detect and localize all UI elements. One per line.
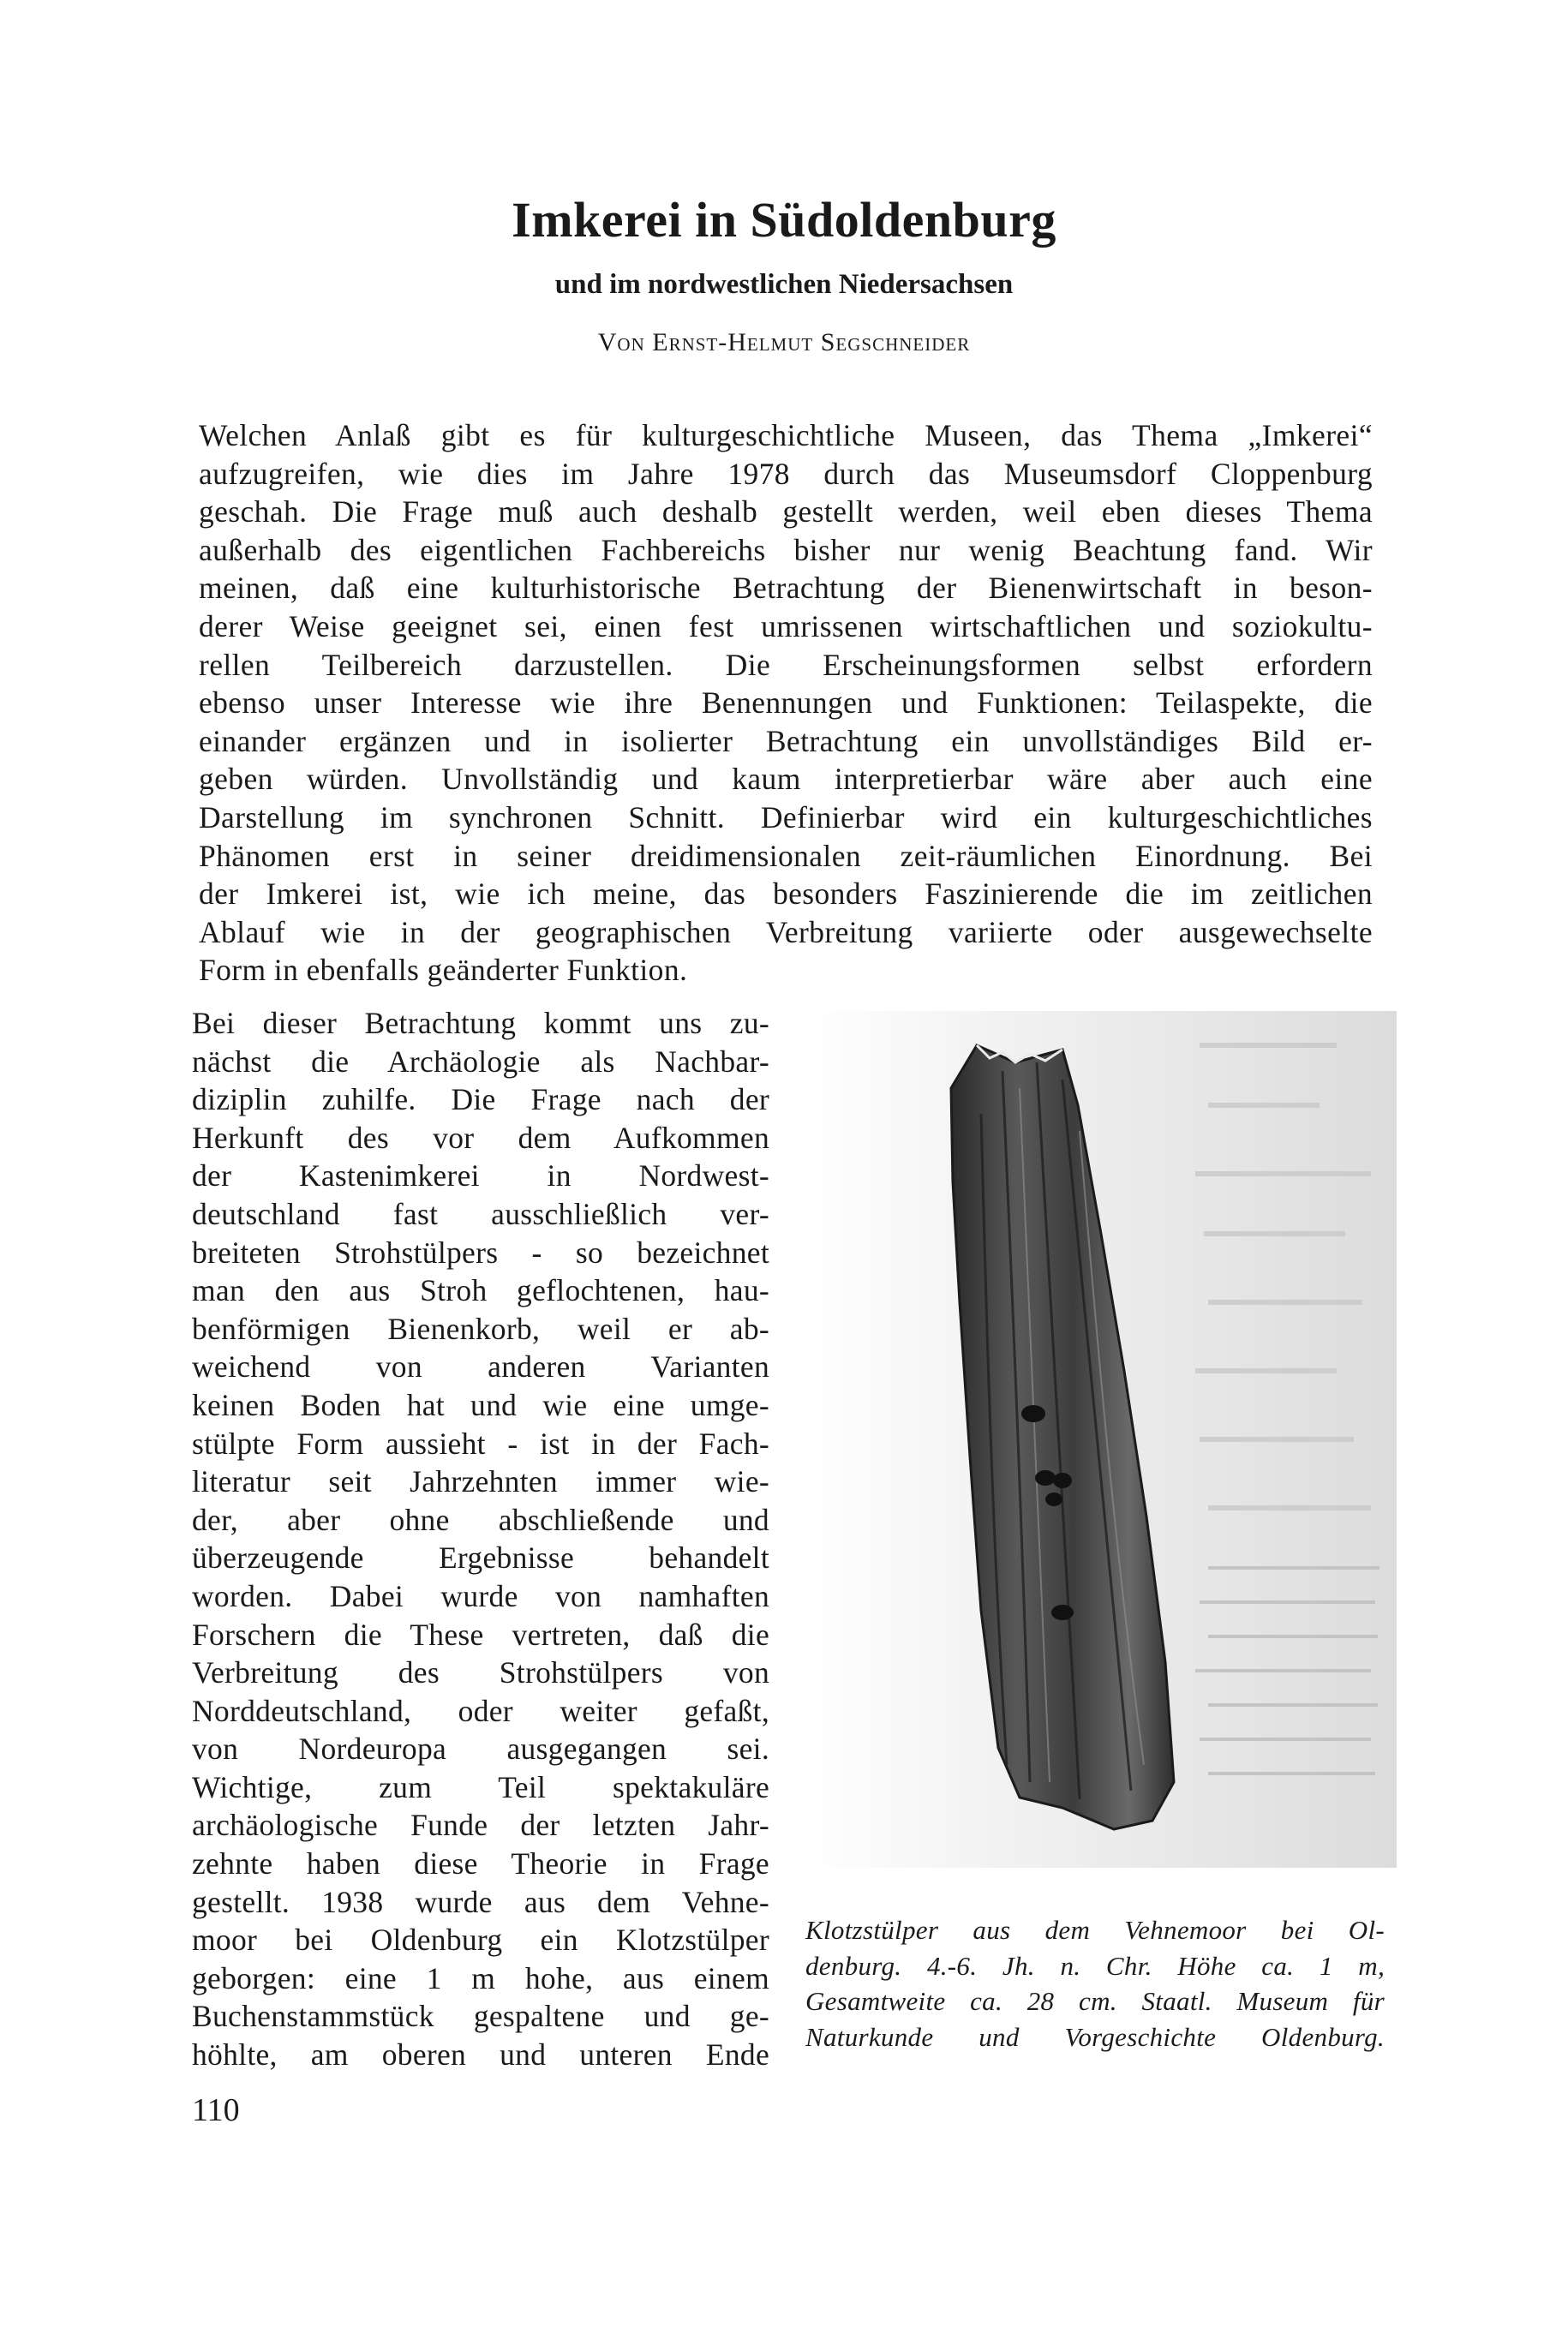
text-line: Darstellung im synchronen Schnitt. Definierbar wird ein kulturgeschichtliches <box>199 799 1373 834</box>
body-column-text <box>192 1004 769 2074</box>
text-line: stülpte Form aussieht - ist in der Fach- <box>192 1426 769 1461</box>
text-line: rellen Teilbereich darzustellen. Die Erscheinungsformen selbst erfordern <box>199 647 1373 682</box>
text-line: Forschern die These vertreten, daß die <box>192 1617 769 1652</box>
text-line: zehnte haben diese Theorie in Frage <box>192 1846 769 1881</box>
text-line: der, aber ohne abschließende und <box>192 1502 769 1537</box>
figure-klotzstuelper-photo <box>805 1011 1397 1868</box>
text-line: man den aus Stroh geflochtenen, hau- <box>192 1273 769 1308</box>
text-line: Form in ebenfalls geänderter Funktion. <box>199 953 688 988</box>
text-line: literatur seit Jahrzehnten immer wie- <box>192 1464 769 1499</box>
text-line: archäologische Funde der letzten Jahr- <box>192 1808 769 1843</box>
text-line: moor bei Oldenburg ein Klotzstülper <box>192 1923 769 1958</box>
text-line: einander ergänzen und in isolierter Betrachtung ein unvollständiges Bild er- <box>199 723 1373 758</box>
text-line: der Imkerei ist, wie ich meine, das besonders Faszinierende die im zeitlichen <box>199 876 1373 912</box>
text-line: von Nordeuropa ausgegangen sei. <box>192 1732 769 1767</box>
text-line: der Kastenimkerei in Nordwest- <box>192 1158 769 1193</box>
text-line: Bei dieser Betrachtung kommt uns zu- <box>192 1006 769 1040</box>
text-line: geschah. Die Frage muß auch deshalb gestellt werden, weil eben dieses Thema <box>199 494 1373 529</box>
text-line: geborgen: eine 1 m hohe, aus einem <box>192 1960 769 1995</box>
caption-line: Klotzstülper aus dem Vehnemoor bei Ol- <box>805 1915 1385 1945</box>
text-line: aufzugreifen, wie dies im Jahre 1978 durch das Museumsdorf Cloppenburg <box>199 456 1373 491</box>
text-line: meinen, daß eine kulturhistorische Betrachtung der Bienenwirtschaft in beson- <box>199 571 1373 606</box>
text-line: worden. Dabei wurde von namhaften <box>192 1578 769 1613</box>
text-line: Welchen Anlaß gibt es für kulturgeschichtliche Museen, das Thema „Imkerei“ <box>199 418 1373 452</box>
text-line: benförmigen Bienenkorb, weil er ab- <box>192 1311 769 1346</box>
text-line: Wichtige, zum Teil spektakuläre <box>192 1769 769 1804</box>
text-line: diziplin zuhilfe. Die Frage nach der <box>192 1082 769 1117</box>
figure-caption <box>805 1912 1385 2055</box>
text-line: deutschland fast ausschließlich ver- <box>192 1196 769 1231</box>
caption-line: Naturkunde und Vorgeschichte Oldenburg. <box>805 2021 1385 2052</box>
text-line: breiteten Strohstülpers - so bezeichnet <box>192 1235 769 1270</box>
text-line: überzeugende Ergebnisse behandelt <box>192 1540 769 1576</box>
text-line: Ablauf wie in der geographischen Verbreitung variierte oder ausgewechselte <box>199 914 1373 949</box>
article-title: Imkerei in Südoldenburg <box>512 192 1056 248</box>
text-line: Verbreitung des Strohstülpers von <box>192 1655 769 1690</box>
text-line: außerhalb des eigentlichen Fachbereichs bisher nur wenig Beachtung fand. Wir <box>199 532 1373 567</box>
text-line: keinen Boden hat und wie eine umge- <box>192 1387 769 1422</box>
text-line: höhlte, am oberen und unteren Ende <box>192 2037 769 2073</box>
hive-log-photo-icon <box>805 1011 1397 1868</box>
text-line: derer Weise geeignet sei, einen fest umrissenen wirtschaftlichen und soziokultu- <box>199 608 1373 643</box>
text-line: Herkunft des vor dem Aufkommen <box>192 1120 769 1155</box>
intro-paragraph <box>199 416 1373 990</box>
text-line: weichend von anderen Varianten <box>192 1349 769 1385</box>
text-line: geben würden. Unvollständig und kaum interpretierbar wäre aber auch eine <box>199 762 1373 797</box>
text-line: Phänomen erst in seiner dreidimensionalen zeit-räumlichen Einordnung. Bei <box>199 838 1373 873</box>
text-line: Buchenstammstück gespaltene und ge- <box>192 1999 769 2034</box>
page-number: 110 <box>192 2092 240 2128</box>
text-line: ebenso unser Interesse wie ihre Benennungen und Funktionen: Teilaspekte, die <box>199 685 1373 721</box>
text-line: gestellt. 1938 wurde aus dem Vehne- <box>192 1884 769 1919</box>
text-line: nächst die Archäologie als Nachbar- <box>192 1044 769 1079</box>
article-author: Von Ernst-Helmut Segschneider <box>597 328 971 356</box>
article-subtitle: und im nordwestlichen Niedersachsen <box>554 269 1014 300</box>
caption-line: denburg. 4.-6. Jh. n. Chr. Höhe ca. 1 m, <box>805 1950 1385 1981</box>
text-line: Norddeutschland, oder weiter gefaßt, <box>192 1693 769 1728</box>
caption-line: Gesamtweite ca. 28 cm. Staatl. Museum für <box>805 1986 1385 2016</box>
